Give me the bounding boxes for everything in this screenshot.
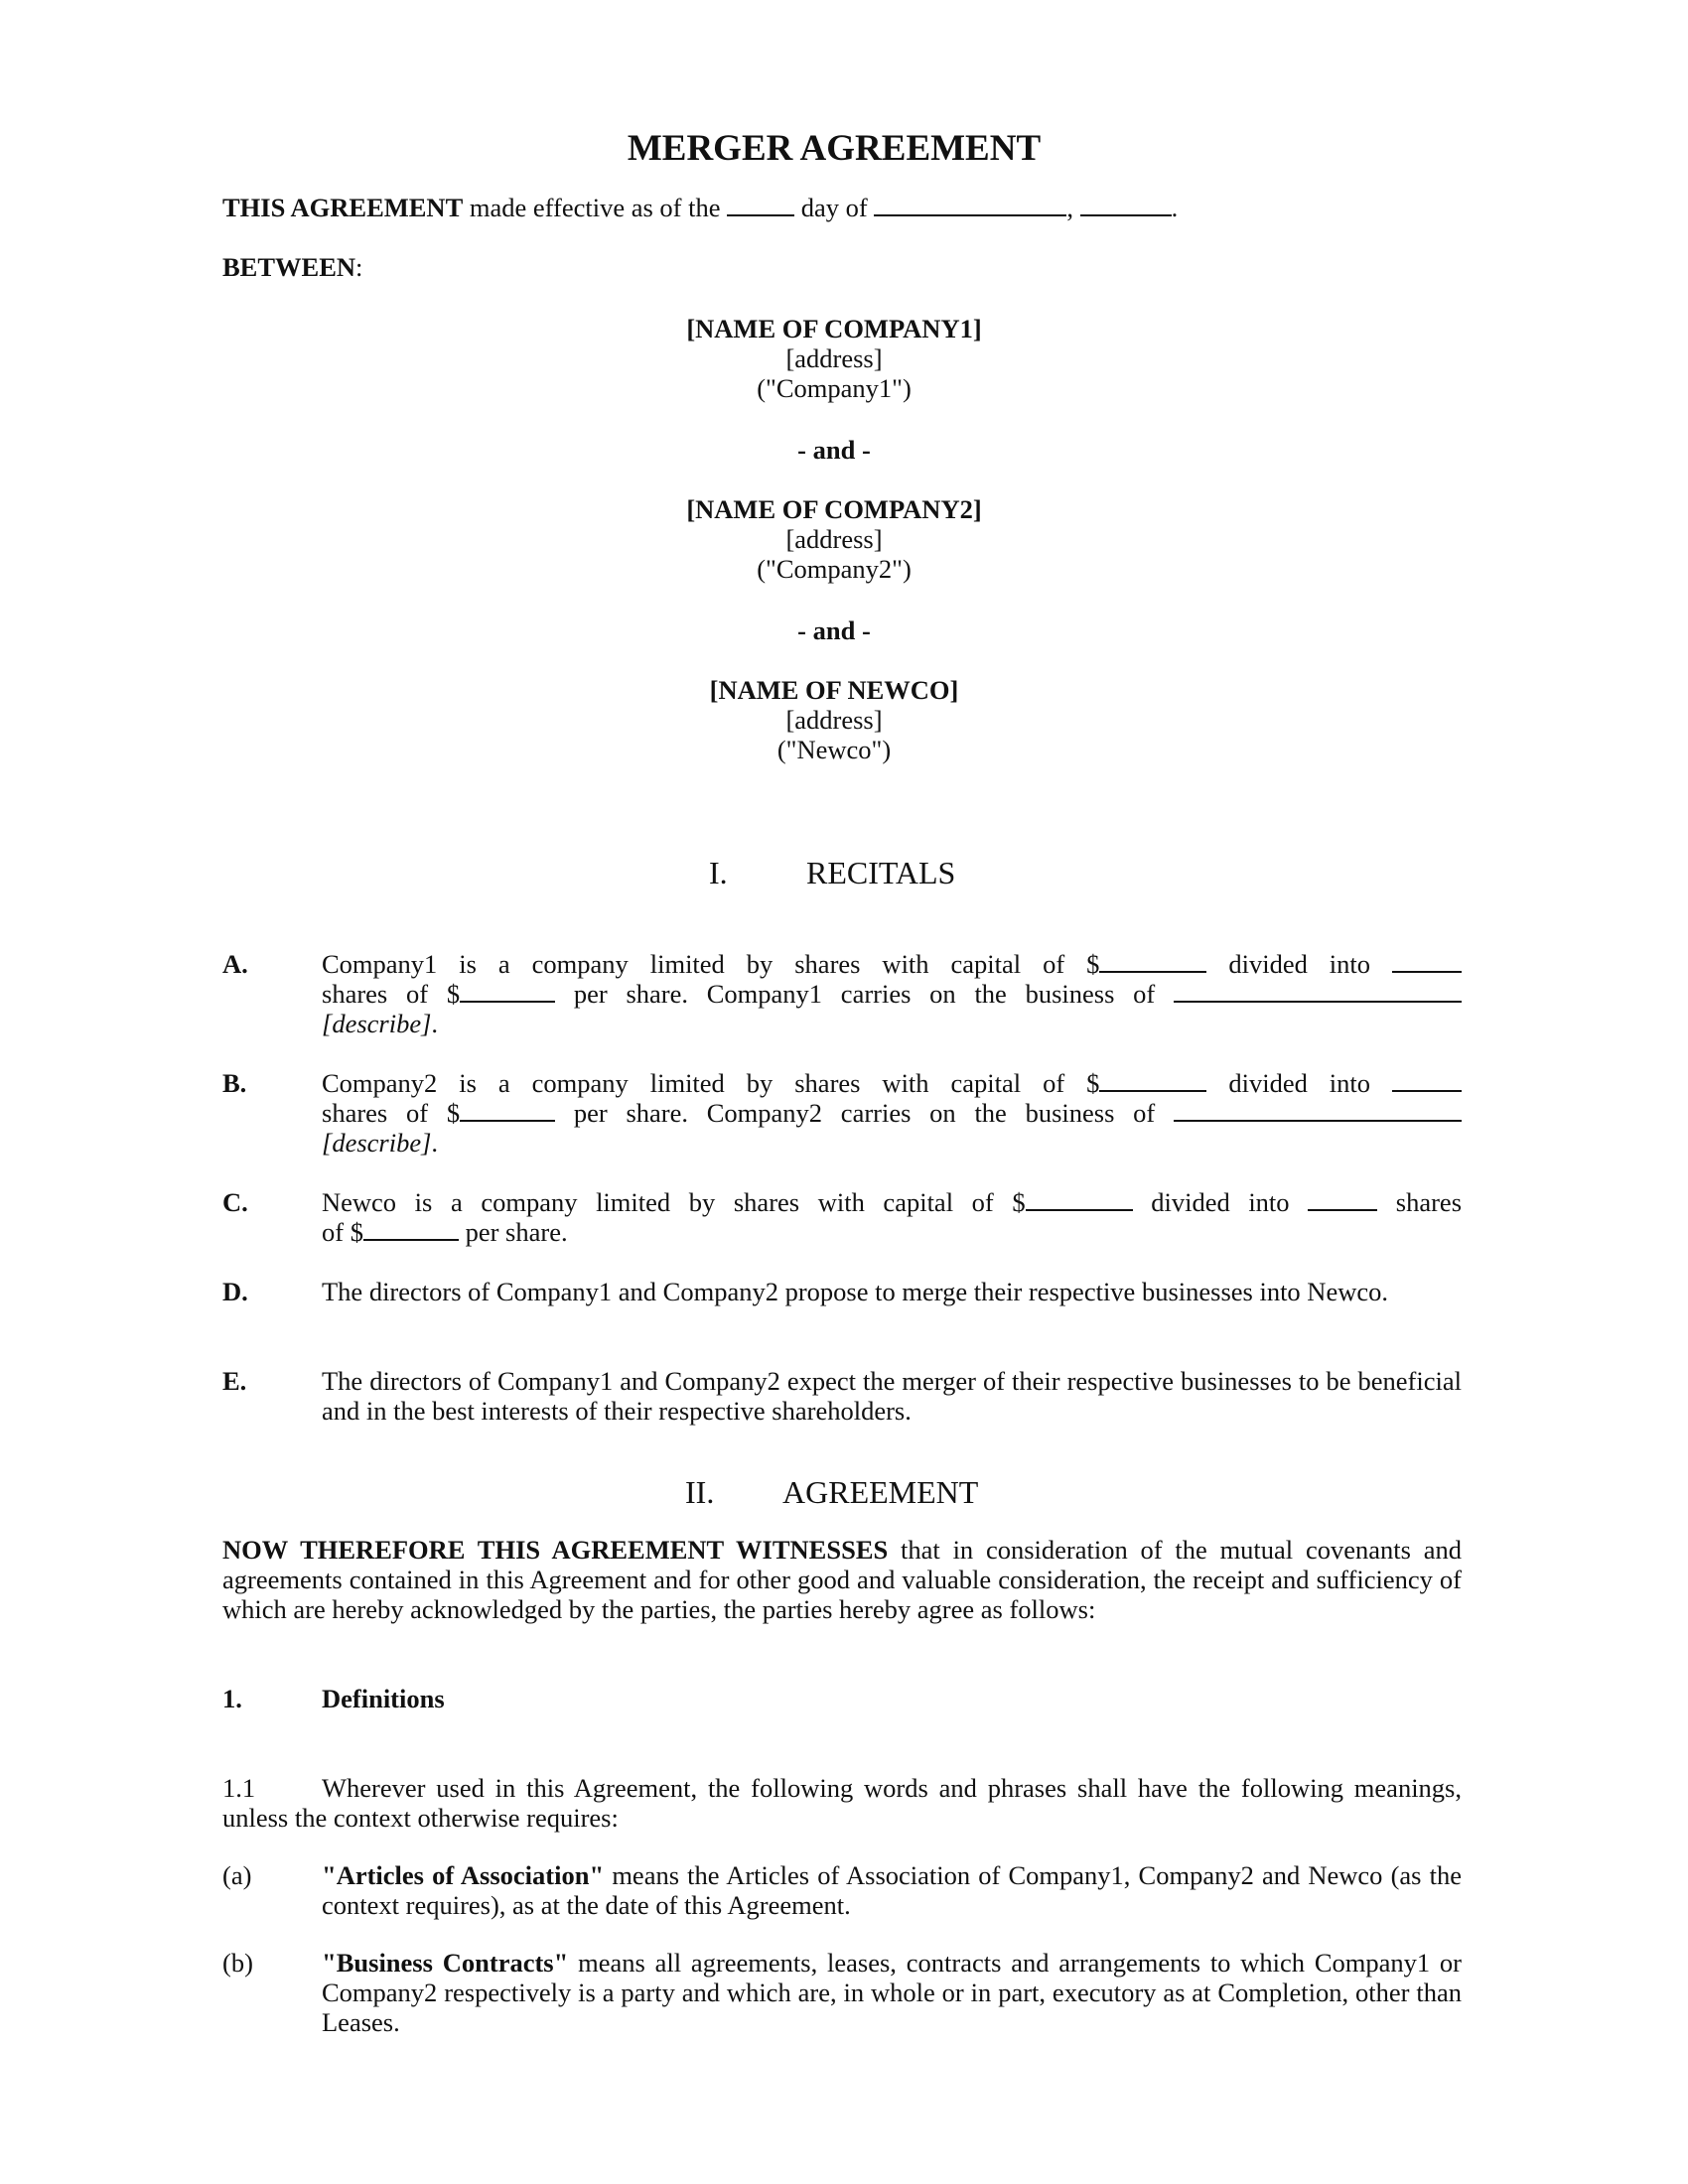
party1-name: [NAME OF COMPANY1] — [686, 314, 982, 343]
recital-b-text: Company2 is a company limited by shares with capital of $ divided into shares of $ per share. Company2 carries on the business of [describe]. — [322, 1068, 1462, 1158]
section1-title: Definitions — [322, 1684, 445, 1713]
recital-d-label: D. — [222, 1277, 248, 1306]
party1-address: [address] — [785, 343, 883, 373]
between-label: BETWEEN: — [222, 252, 363, 282]
recital-c-label: C. — [222, 1187, 248, 1217]
party2-address: [address] — [785, 524, 883, 554]
agreement-number: II. — [685, 1474, 715, 1510]
day-blank — [727, 193, 794, 216]
document-title: MERGER AGREEMENT — [627, 128, 1042, 169]
and-separator-2: - and - — [797, 615, 871, 645]
and-separator-1: - and - — [797, 435, 871, 465]
recital-c-text: Newco is a company limited by shares with capital of $ divided into shares of $ per share. — [322, 1187, 1463, 1247]
recital-d-text: The directors of Company1 and Company2 propose to merge their respective businesses into Newco. — [322, 1277, 1388, 1306]
recitals-number: I. — [709, 855, 728, 890]
year-blank — [1080, 193, 1172, 216]
definition-a-label: (a) — [222, 1860, 252, 1890]
effective-lead: THIS AGREEMENT — [222, 193, 464, 222]
recital-a-text: Company1 is a company limited by shares with capital of $ divided into shares of $ per share. Company1 carries on the business of [describe]. — [322, 949, 1462, 1038]
month-blank — [874, 193, 1066, 216]
agreement-heading: AGREEMENT — [782, 1474, 979, 1510]
party3-name: [NAME OF NEWCO] — [709, 675, 959, 705]
party3-alias: ("Newco") — [776, 735, 892, 764]
recital-b-label: B. — [222, 1068, 247, 1098]
section1-number: 1. — [222, 1684, 242, 1713]
definition-b-text: "Business Contracts" means all agreements, leases, contracts and arrangements to which Company1 or Company2 respectively is a party and which are, in whole or in part, executory as at Completion, other than Leases. — [322, 1948, 1463, 2037]
definition-b-label: (b) — [222, 1948, 253, 1978]
party2-name: [NAME OF COMPANY2] — [686, 494, 982, 524]
recital-e-label: E. — [222, 1366, 247, 1396]
clause-1-1: 1.1 Wherever used in this Agreement, the following words and phrases shall have the following meanings, unless the context otherwise requires: — [222, 1773, 1462, 1833]
effective-date-line: THIS AGREEMENT made effective as of the day of , . — [222, 193, 1179, 222]
party1-alias: ("Company1") — [757, 373, 912, 403]
recital-e-text: The directors of Company1 and Company2 expect the merger of their respective businesses to be beneficial and in the best interests of their respective shareholders. — [322, 1366, 1462, 1426]
definition-a-text: "Articles of Association" means the Articles of Association of Company1, Company2 and Newco (as the context requires), as at the date of this Agreement. — [322, 1860, 1462, 1920]
party2-alias: ("Company2") — [757, 554, 912, 584]
recitals-heading: RECITALS — [806, 855, 956, 890]
witness-paragraph: NOW THEREFORE THIS AGREEMENT WITNESSES that in consideration of the mutual covenants and agreements contained in this Agreement and for other good and valuable consideration, the receipt and sufficiency of which are hereby acknowledged by the parties, the parties hereby agree as follows: — [222, 1535, 1462, 1624]
party3-address: [address] — [785, 705, 883, 735]
recital-a-label: A. — [222, 949, 248, 979]
